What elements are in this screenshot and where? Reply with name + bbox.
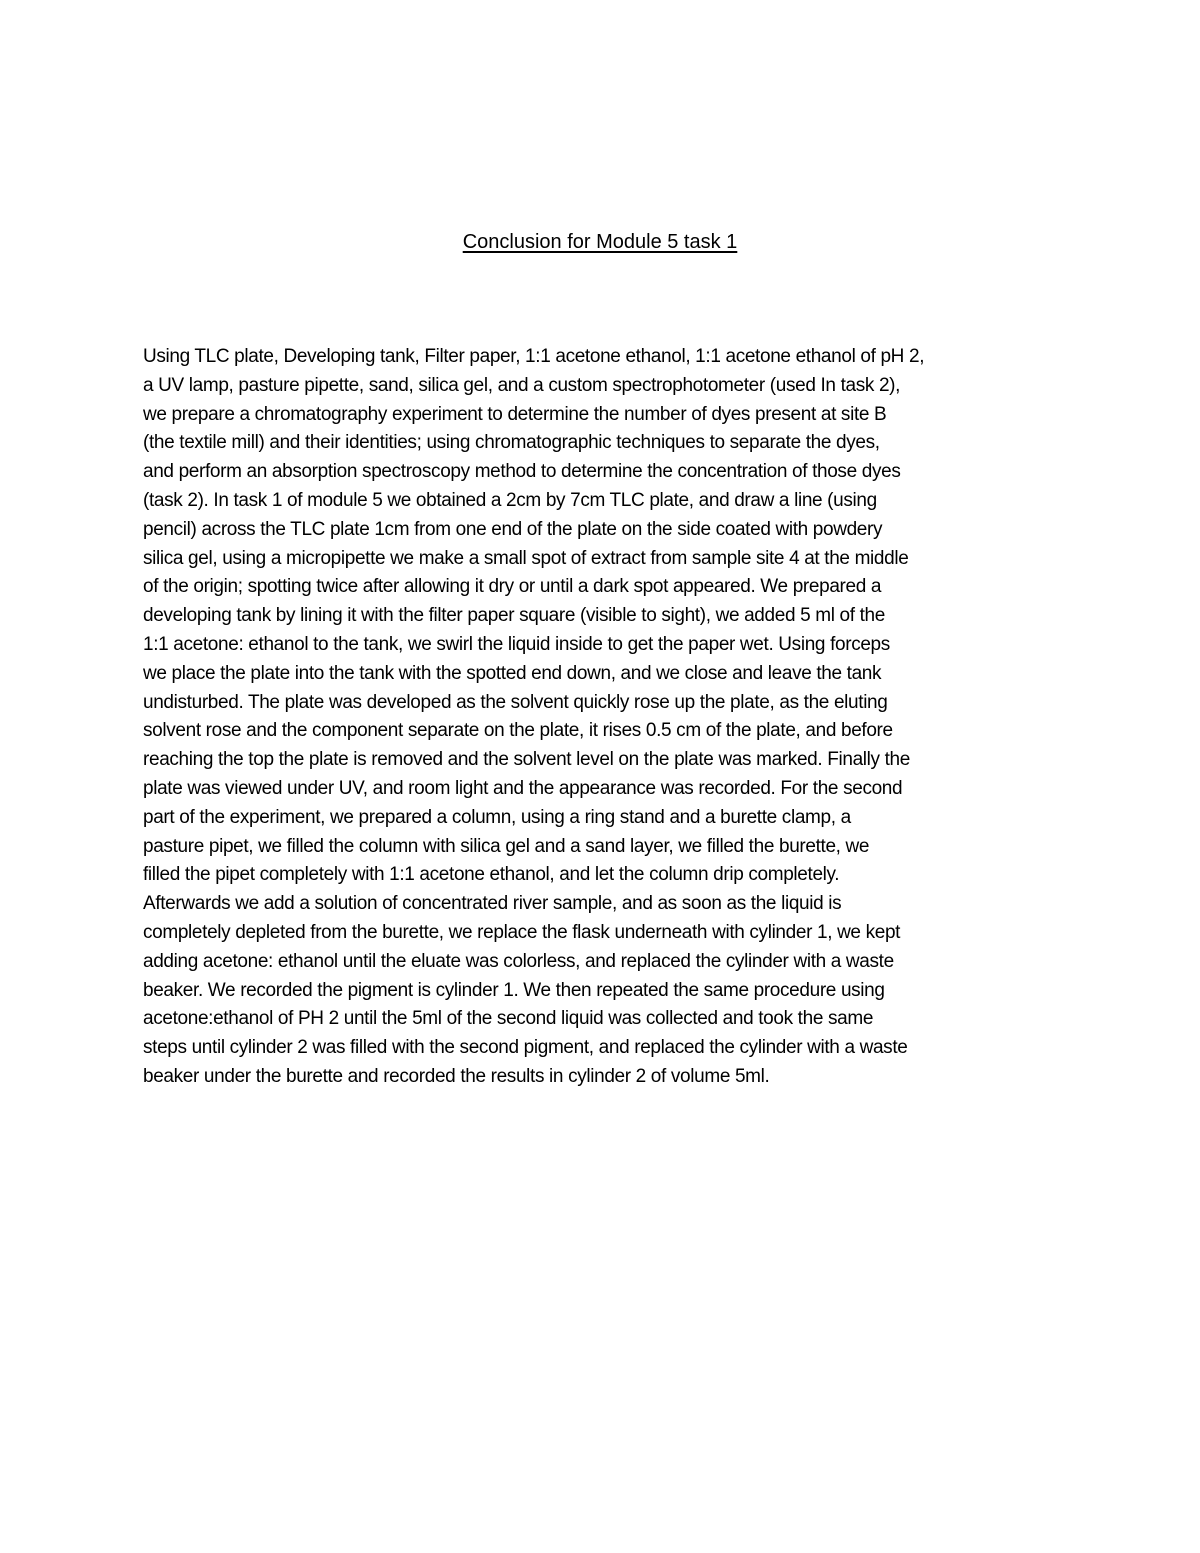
body-line: a UV lamp, pasture pipette, sand, silica gel, and a custom spectrophotometer (used In task 2), bbox=[143, 374, 901, 396]
body-line: Using TLC plate, Developing tank, Filter paper, 1:1 acetone ethanol, 1:1 acetone ethanol of pH 2, bbox=[143, 346, 925, 367]
body-line: silica gel, using a micropipette we make a small spot of extract from sample site 4 at the middle bbox=[143, 547, 909, 569]
body-line: steps until cylinder 2 was filled with the second pigment, and replaced the cylinder with a waste bbox=[143, 1037, 908, 1059]
body-line: pasture pipet, we filled the column with silica gel and a sand layer, we filled the burette, we bbox=[143, 835, 870, 857]
body-line: beaker. We recorded the pigment is cylinder 1. We then repeated the same procedure using bbox=[143, 979, 885, 1001]
document-title: Conclusion for Module 5 task 1 bbox=[462, 231, 738, 253]
body-line: reaching the top the plate is removed and the solvent level on the plate was marked. Finally the bbox=[143, 749, 910, 771]
body-line: undisturbed. The plate was developed as the solvent quickly rose up the plate, as the eluting bbox=[143, 691, 888, 713]
body-line: pencil) across the TLC plate 1cm from one end of the plate on the side coated with powdery bbox=[143, 518, 883, 540]
body-line: adding acetone: ethanol until the eluate was colorless, and replaced the cylinder with a waste bbox=[143, 950, 894, 972]
body-line: (the textile mill) and their identities; using chromatographic techniques to separate the dyes, bbox=[143, 432, 880, 454]
body-line: and perform an absorption spectroscopy method to determine the concentration of those dyes bbox=[143, 461, 901, 483]
body-line: part of the experiment, we prepared a column, using a ring stand and a burette clamp, a bbox=[143, 806, 851, 828]
body-line: (task 2). In task 1 of module 5 we obtained a 2cm by 7cm TLC plate, and draw a line (using bbox=[143, 489, 877, 511]
body-line: developing tank by lining it with the filter paper square (visible to sight), we added 5 ml of the bbox=[143, 605, 885, 627]
body-line: we place the plate into the tank with the spotted end down, and we close and leave the tank bbox=[143, 662, 882, 684]
body-line: of the origin; spotting twice after allowing it dry or until a dark spot appeared. We prepared a bbox=[143, 576, 882, 598]
body-line: solvent rose and the component separate on the plate, it rises 0.5 cm of the plate, and before bbox=[143, 720, 893, 742]
body-line: filled the pipet completely with 1:1 acetone ethanol, and let the column drip completely. bbox=[143, 864, 840, 886]
body-line: Afterwards we add a solution of concentrated river sample, and as soon as the liquid is bbox=[143, 893, 842, 915]
body-line: 1:1 acetone: ethanol to the tank, we swirl the liquid inside to get the paper wet. Using forceps bbox=[143, 633, 890, 655]
body-line: completely depleted from the burette, we replace the flask underneath with cylinder 1, we kept bbox=[143, 921, 901, 943]
body-line: beaker under the burette and recorded the results in cylinder 2 of volume 5ml. bbox=[143, 1065, 770, 1087]
document-body bbox=[143, 343, 1063, 1092]
body-line: we prepare a chromatography experiment to determine the number of dyes present at site B bbox=[143, 403, 887, 425]
body-line: acetone:ethanol of PH 2 until the 5ml of the second liquid was collected and took the same bbox=[143, 1008, 874, 1030]
body-line: plate was viewed under UV, and room light and the appearance was recorded. For the second bbox=[143, 777, 903, 799]
